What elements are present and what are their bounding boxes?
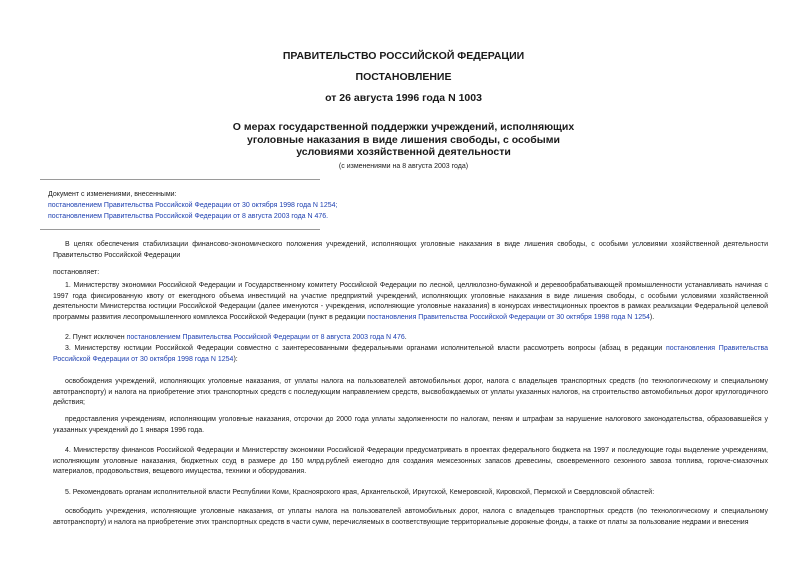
- paragraph-3-item-a: освобождения учреждений, исполняющих уголовные наказания, от уплаты налога на пользователей автомобильных дорог, налога с владельцев транспортных средств (по технологическому и специальному автотранспорту) и налога на приобретение этих транспортных средств с последующим направлением средств, высвобождаемых от уплаты указанных налогов, на строительство автомобильных дорог круглогодичного действия;: [53, 378, 768, 407]
- paragraph-2-link[interactable]: постановлением Правительства Российской Федерации от 8 августа 2003 года N 476: [126, 334, 405, 341]
- paragraph-5: 5. Рекомендовать органам исполнительной власти Республики Коми, Красноярского края, Архангельской, Иркутской, Кемеровской, Кировской, Пермской и Свердловской областей:: [65, 489, 655, 496]
- paragraph-4: 4. Министерству финансов Российской Федерации и Министерству экономики Российской Федерации предусматривать в проектах федерального бюджета на 1997 и последующие годы выделение учреждениям, исполняющим уголовные наказания, бюджетных ссуд в размере до 150 млрд.рублей ежегодно для создания межсезонных запасов древесины, своевременного сезонного завоза топлива, горюче-смазочных материалов, продовольствия, вещевого имущества, техники и оборудования.: [53, 447, 768, 476]
- title-line-1: О мерах государственной поддержки учреждений, исполняющих: [232, 121, 575, 133]
- paragraph-2-tail: .: [404, 334, 407, 341]
- paragraph-1-tail: ).: [649, 313, 655, 321]
- intro-paragraph: В целях обеспечения стабилизации финансово-экономического положения учреждений, исполняющих уголовные наказания в виде лишения свободы, с особыми условиями хозяйственной деятельности Правительство Российской Федерации: [53, 241, 768, 259]
- decree-word: постановляет:: [53, 269, 100, 276]
- amendment-link-2003[interactable]: постановлением Правительства Российской Федерации от 8 августа 2003 года N 476.: [48, 213, 329, 220]
- paragraph-1: [53, 281, 768, 323]
- amendment-link-1998[interactable]: постановлением Правительства Российской Федерации от 30 октября 1998 года N 1254;: [48, 202, 338, 209]
- document-title: [200, 121, 607, 159]
- document-type-heading: ПОСТАНОВЛЕНИЕ: [355, 71, 452, 83]
- date-number-heading: от 26 августа 1996 года N 1003: [325, 92, 482, 104]
- document-info-heading: Документ с изменениями, внесенными:: [48, 191, 177, 198]
- paragraph-1-link[interactable]: постановления Правительства Российской Федерации от 30 октября 1998 года N 1254: [367, 313, 650, 321]
- paragraph-3-tail: ):: [233, 355, 238, 363]
- paragraph-3-text: 3. Министерству юстиции Российской Федерации совместно с заинтересованными федеральными органами исполнительной власти рассмотреть вопросы (абзац в редакции: [65, 345, 666, 352]
- paragraph-5-item-a: освободить учреждения, исполняющие уголовные наказания, от уплаты налога на пользователей автомобильных дорог, налога с владельцев транспортных средств (по технологическому и специальному автотранспорту) и налога на приобретение этих транспортных средств в части сумм, перечисляемых в соответствующие территориальные дорожные фонды, а также от платы за пользование недрами и внесения: [53, 508, 768, 526]
- amendments-note: (с изменениями на 8 августа 2003 года): [338, 163, 469, 170]
- paragraph-2-text: 2. Пункт исключен: [65, 334, 127, 341]
- government-heading: ПРАВИТЕЛЬСТВО РОССИЙСКОЙ ФЕДЕРАЦИИ: [282, 50, 525, 62]
- divider-bottom: [40, 229, 320, 230]
- document-info: [48, 189, 337, 222]
- paragraph-3-item-b: предоставления учреждениям, исполняющим уголовные наказания, отсрочки до 2000 года уплаты задолженности по налогам, пеням и штрафам за нарушение налогового законодательства, образовавшейся у указанных учреждений до 1 января 1996 года.: [53, 416, 768, 434]
- paragraph-1-text: 1. Министерству экономики Российской Федерации и Государственному комитету Российской Федерации по лесной, целлюлозно-бумажной и деревообрабатывающей промышленности устанавливать начиная с 1997 года фиксированную квоту от ежегодного объема инвестиций на участие предприятий учреждений, исполняющих уголовные наказания в виде лишения свободы, с особыми условиями хозяйственной деятельности Министерства юстиции Российской Федерации (далее именуются - учреждения, исполняющие уголовные наказания) в конкурсах инвестиционных проектов в рамках реализации Федеральной целевой программы развития лесопромышленного комплекса Российской Федерации (пункт в редакции: [53, 282, 768, 321]
- title-line-3: условиями хозяйственной деятельности: [296, 146, 511, 158]
- paragraph-2: [53, 333, 768, 344]
- title-line-2: уголовные наказания в виде лишения свободы, с особыми: [247, 133, 560, 146]
- paragraph-3-link[interactable]: постановления Правительства Российской Федерации от 30 октября 1998 года N 1254: [53, 345, 768, 363]
- divider-top: [40, 179, 320, 180]
- paragraph-3: [53, 344, 768, 365]
